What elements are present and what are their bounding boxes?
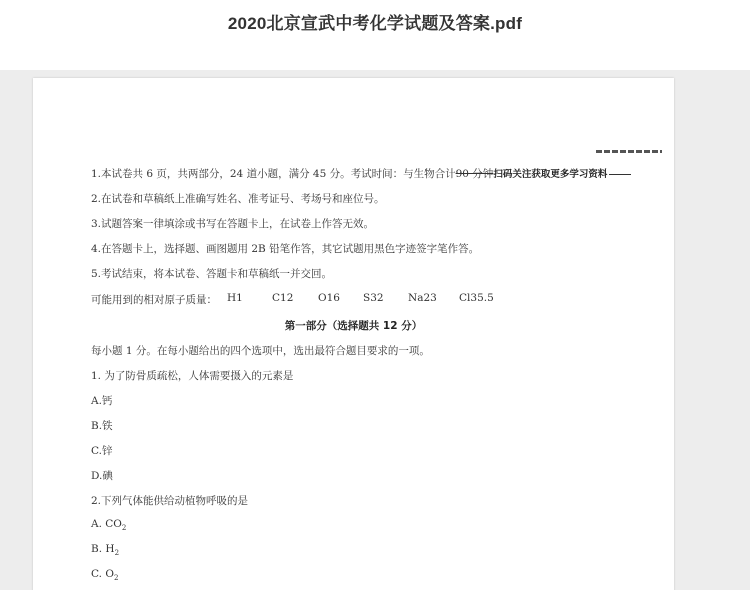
option-text: B. H <box>91 543 115 555</box>
atomic-mass-item: C12 <box>272 292 294 304</box>
question-1-option-d: D.碘 <box>91 470 113 482</box>
question-1-option-c: C.锌 <box>91 445 113 457</box>
part1-title: 第一部分（选择题共 12 分） <box>284 320 423 332</box>
subscript: 2 <box>121 524 127 533</box>
question-2-option-c <box>91 568 118 582</box>
atomic-mass-item: O16 <box>318 292 340 304</box>
part1-intro: 每小题 1 分。在每小题给出的四个选项中，选出最符合题目要求的一项。 <box>91 345 430 357</box>
atomic-mass-item: Cl35.5 <box>459 292 494 304</box>
question-1-option-b: B.铁 <box>91 420 113 432</box>
instruction-line-5: 5.考试结束，将本试卷、答题卡和草稿纸一并交回。 <box>91 268 333 280</box>
instruction-line-1 <box>91 166 631 181</box>
question-2-stem: 2.下列气体能供给动植物呼吸的是 <box>91 495 249 507</box>
pdf-page[interactable] <box>33 78 674 590</box>
atomic-mass-item: H1 <box>227 292 243 304</box>
document-title: 2020北京宣武中考化学试题及答案.pdf <box>227 14 523 33</box>
question-1-stem: 1. 为了防骨质疏松，人体需要摄入的元素是 <box>91 370 294 382</box>
instruction-line-4: 4.在答题卡上，选择题、画图题用 2B 铅笔作答，其它试题用黑色字迹签字笔作答。 <box>91 243 480 255</box>
atomic-mass-item: S32 <box>363 292 384 304</box>
question-1-option-a: A.钙 <box>91 395 113 407</box>
instruction-text: 1.本试卷共 6 页，共两部分，24 道小题，满分 45 分。考试时间：与生物合计 <box>91 168 456 180</box>
question-2-option-b <box>91 543 119 557</box>
instruction-line-3: 3.试题答案一律填涂或书写在答题卡上，在试卷上作答无效。 <box>91 218 375 230</box>
promo-overlay: 扫码关注获取更多学习资料 <box>493 169 608 180</box>
atomic-mass-item: Na23 <box>408 292 437 304</box>
subscript: 2 <box>114 549 120 558</box>
watermark-mark <box>596 150 662 153</box>
instruction-line-2: 2.在试卷和草稿纸上准确写姓名、准考证号、考场号和座位号。 <box>91 193 385 205</box>
struck-time: 90 分钟 <box>455 168 494 180</box>
option-text: A. CO <box>91 518 122 530</box>
dash-line <box>609 174 631 175</box>
question-2-option-a <box>91 518 126 532</box>
atomic-mass-label: 可能用到的相对原子质量： <box>91 294 217 306</box>
option-text: C. O <box>91 568 114 580</box>
subscript: 2 <box>113 574 119 583</box>
title-bar <box>0 0 750 70</box>
